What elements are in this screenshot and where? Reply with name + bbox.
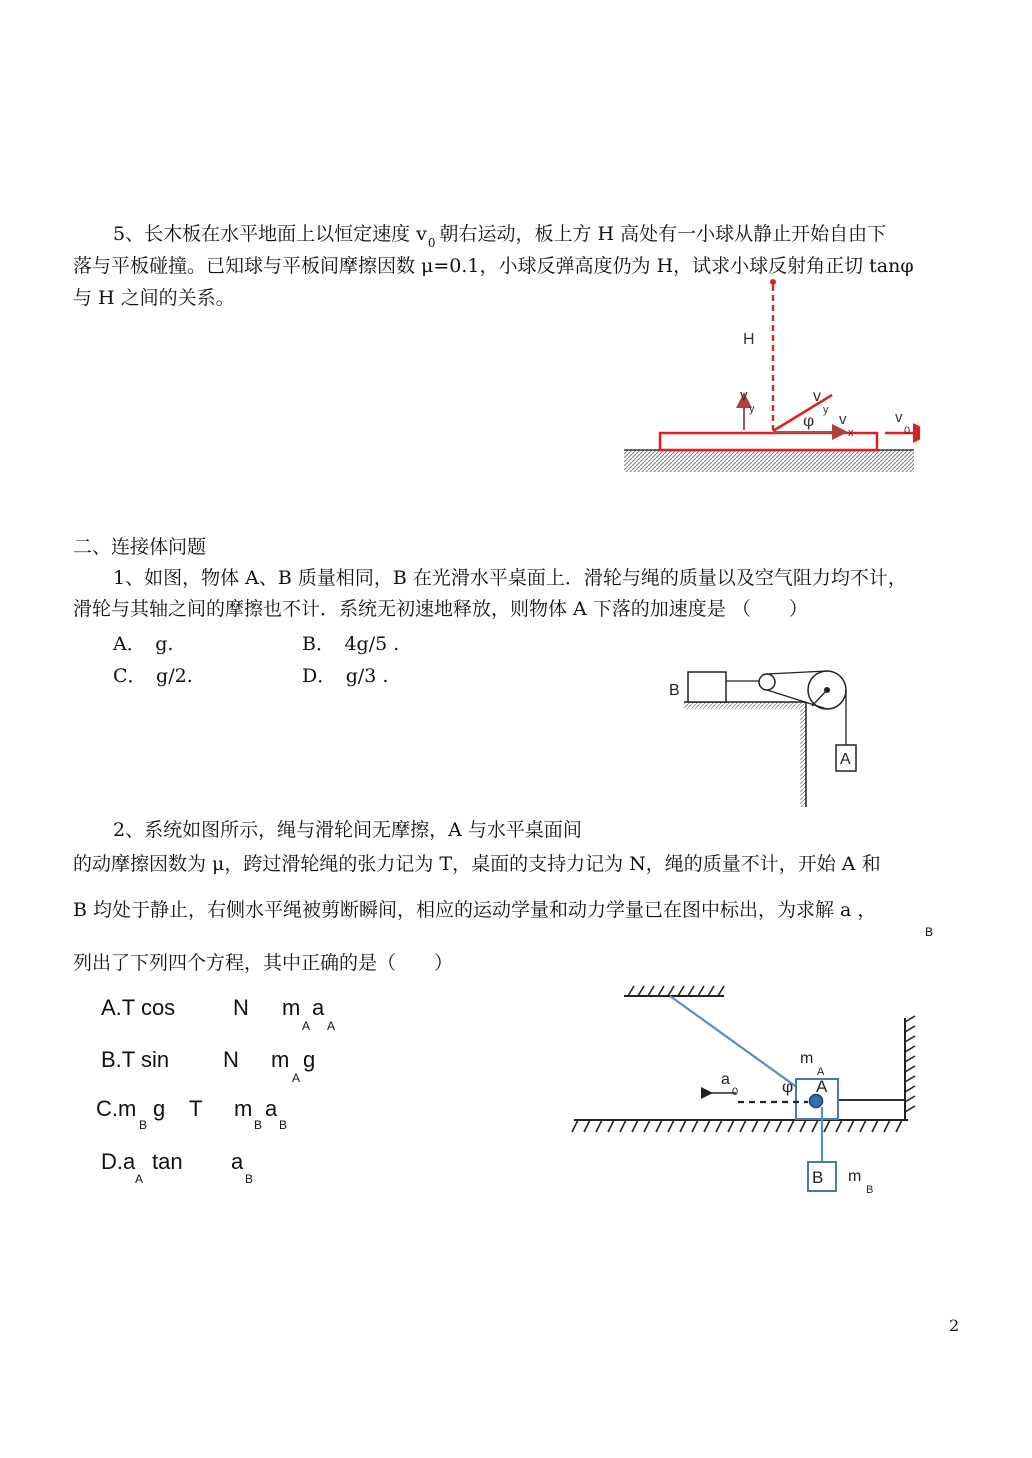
- q1-option-c: C． g/2.: [113, 665, 193, 687]
- figure-pulley-system: [664, 664, 864, 814]
- svg-text:0: 0: [732, 1086, 739, 1098]
- svg-text:m: m: [800, 1050, 814, 1067]
- problem5-line3: 与 H 之间的关系。: [73, 287, 235, 309]
- svg-text:y: y: [823, 404, 829, 416]
- q2-line4: 列出了下列四个方程，其中正确的是（ ）: [73, 952, 454, 974]
- q1-option-d: D． g/3 .: [302, 665, 389, 687]
- pulley: [810, 1095, 823, 1108]
- q1-option-a: A． g.: [113, 633, 174, 655]
- figure-board-ball: [620, 270, 920, 480]
- q1-option-b: B． 4g/5 .: [302, 633, 400, 655]
- svg-text:A: A: [817, 1066, 825, 1078]
- document-page: 5、长木板在水平地面上以恒定速度 $v_0$ 朝右运动，板上方 H 高处有一小球从静止开始自由下 落与平板碰撞。已知球与平板间摩擦因数 μ=0.1，小球反弹高度仍为 H，试求小球反射角正切 tanφ 与 H 之间的关系。 H v y v y φ v x v 0 二、连接体问题 1、如图，物体 A、B 质量相同，B 在光滑水平桌面上．滑轮与绳的质量以及空气阻力均不计， 滑轮与其轴之间的摩擦也不计．系统无初速地释放，则物体 A 下落的加速度是 （ ） A． g. B． 4g/5 . C． g/2. D． g/3 . B A 2、系统如图所示，绳与滑轮间无摩擦，A 与水平桌面间 的动摩擦因数为 μ，跨过滑轮绳的张力记为 T，桌面的支持力记为 N，绳的质量不计，开始 A 和 B 均处于静止，右侧水平绳被剪断瞬间，相应的运动学量和动力学量已在图中标出，为求解 a ， B 列出了下列四个方程，其中正确的是（ ） A.T cos N m a A A B.T sin N m g A C.m B g T m a B B D.a A tan a B m A a 0 φ A B m B 2: [73, 223, 960, 1335]
- eq-a: A.T cos: [101, 995, 176, 1020]
- ball: [770, 279, 776, 285]
- svg-text:0: 0: [904, 425, 911, 437]
- q2-line3-sub: B: [925, 925, 934, 939]
- svg-text:m: m: [848, 1168, 862, 1185]
- eq-c: C.m: [96, 1096, 137, 1121]
- svg-text:x: x: [848, 427, 854, 439]
- eq-b: B.T sin: [101, 1047, 170, 1072]
- block-B: [688, 672, 726, 702]
- label-v0: v: [895, 409, 903, 426]
- svg-text:B: B: [669, 682, 680, 699]
- svg-text:a: a: [721, 1071, 730, 1088]
- q2-line3: B 均处于静止，右侧水平绳被剪断瞬间，相应的运动学量和动力学量已在图中标出，为求解 a ，: [73, 899, 877, 921]
- long-board: [660, 433, 877, 450]
- section2-heading: 二、连接体问题: [73, 536, 207, 558]
- label-vx: v: [839, 411, 847, 428]
- svg-text:φ: φ: [782, 1077, 794, 1096]
- figure-rope-table: [570, 980, 920, 1200]
- q2-line1: 2、系统如图所示，绳与滑轮间无摩擦，A 与水平桌面间: [113, 819, 582, 841]
- problem5-line1: 5、长木板在水平地面上以恒定速度 $v_0$ 朝右运动，板上方 H 高处有一小球从静止开始自由下: [113, 223, 887, 250]
- q1-line2: 滑轮与其轴之间的摩擦也不计．系统无初速地释放，则物体 A 下落的加速度是 （ ）: [73, 598, 808, 620]
- page-number: 2: [949, 1316, 960, 1335]
- q1-line1: 1、如图，物体 A、B 质量相同，B 在光滑水平桌面上．滑轮与绳的质量以及空气阻力均不计，: [113, 567, 907, 589]
- problem5-line2: 落与平板碰撞。已知球与平板间摩擦因数 μ=0.1，小球反弹高度仍为 H，试求小球反射角正切 tanφ: [73, 255, 914, 277]
- svg-text:A: A: [840, 751, 851, 768]
- svg-text:B: B: [866, 1184, 874, 1196]
- svg-text:B: B: [812, 1168, 824, 1187]
- svg-text:y: y: [749, 403, 755, 415]
- svg-text:A: A: [816, 1077, 828, 1096]
- label-vy: v: [740, 387, 748, 404]
- ground-hatch: [624, 450, 914, 472]
- label-v: v: [813, 388, 821, 405]
- label-H: H: [743, 331, 755, 348]
- eq-d: D.a: [101, 1149, 136, 1174]
- slanted-rope: [670, 996, 816, 1101]
- label-phi: φ: [803, 411, 815, 430]
- q2-line2: 的动摩擦因数为 μ，跨过滑轮绳的张力记为 T，桌面的支持力记为 N，绳的质量不计，开始 A 和: [73, 853, 881, 875]
- small-pulley: [759, 674, 775, 690]
